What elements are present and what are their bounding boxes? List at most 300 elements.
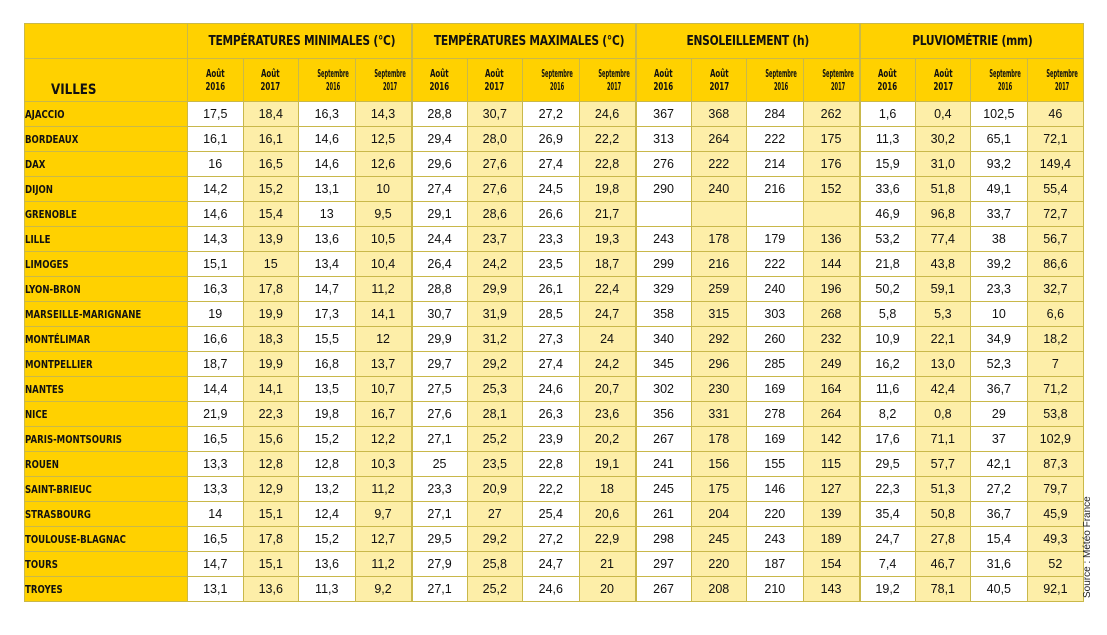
value-cell: 139 (803, 502, 860, 527)
value-cell: 31,9 (467, 302, 523, 327)
table-row (25, 452, 1084, 477)
value-cell: 0,4 (915, 102, 971, 127)
value-cell: 16,3 (299, 102, 356, 127)
value-cell: 78,1 (915, 577, 971, 602)
value-cell: 24,6 (523, 577, 580, 602)
value-cell: 25,2 (467, 577, 523, 602)
city-name: MONTPELLIER (25, 357, 93, 371)
value-cell: 127 (803, 477, 860, 502)
value-cell: 19,8 (299, 402, 356, 427)
value-cell: 17,5 (188, 102, 244, 127)
city-name: MONTÉLIMAR (25, 332, 91, 346)
value-cell: 34,9 (971, 327, 1028, 352)
value-cell: 11,2 (355, 277, 412, 302)
value-cell: 28,6 (467, 202, 523, 227)
value-cell: 154 (803, 552, 860, 577)
value-cell: 15,4 (243, 202, 299, 227)
period-year: 2017 (484, 80, 505, 93)
value-cell: 22,1 (915, 327, 971, 352)
value-cell: 15,6 (243, 427, 299, 452)
period-year: 2016 (326, 80, 341, 93)
period-month: Août (933, 67, 953, 80)
city-cell (25, 177, 188, 202)
period-header (1027, 59, 1084, 102)
value-cell: 149,4 (1027, 152, 1084, 177)
value-cell: 13,7 (355, 352, 412, 377)
value-cell: 175 (803, 127, 860, 152)
value-cell: 87,3 (1027, 452, 1084, 477)
value-cell: 19,1 (579, 452, 636, 477)
value-cell: 143 (803, 577, 860, 602)
value-cell: 22,3 (243, 402, 299, 427)
value-cell: 28,1 (467, 402, 523, 427)
value-cell: 11,6 (860, 377, 916, 402)
value-cell: 115 (803, 452, 860, 477)
value-cell: 49,3 (1027, 527, 1084, 552)
value-cell: 15,2 (299, 527, 356, 552)
value-cell: 11,2 (355, 477, 412, 502)
value-cell: 24,6 (523, 377, 580, 402)
value-cell: 31,0 (915, 152, 971, 177)
value-cell: 259 (691, 277, 747, 302)
table-row (25, 302, 1084, 327)
value-cell: 24 (579, 327, 636, 352)
value-cell: 45,9 (1027, 502, 1084, 527)
value-cell: 22,9 (579, 527, 636, 552)
value-cell (747, 202, 804, 227)
city-cell (25, 127, 188, 152)
value-cell: 31,2 (467, 327, 523, 352)
period-month: Août (878, 67, 897, 80)
value-cell: 27,4 (523, 352, 580, 377)
value-cell: 5,8 (860, 302, 916, 327)
temperature-max-header (412, 24, 636, 59)
value-cell: 10,7 (355, 377, 412, 402)
value-cell: 24,7 (860, 527, 916, 552)
value-cell: 240 (691, 177, 747, 202)
value-cell: 16,5 (188, 427, 244, 452)
value-cell: 12,5 (355, 127, 412, 152)
value-cell: 23,3 (412, 477, 468, 502)
value-cell: 16,7 (355, 402, 412, 427)
value-cell: 315 (691, 302, 747, 327)
city-name: STRASBOURG (25, 507, 91, 521)
city-cell (25, 577, 188, 602)
value-cell: 29,5 (860, 452, 916, 477)
table-row (25, 402, 1084, 427)
value-cell: 22,8 (579, 152, 636, 177)
value-cell: 13,1 (299, 177, 356, 202)
value-cell: 16,5 (188, 527, 244, 552)
value-cell: 340 (636, 327, 692, 352)
value-cell: 10,4 (355, 252, 412, 277)
value-cell: 57,7 (915, 452, 971, 477)
city-name: BORDEAUX (25, 132, 79, 146)
value-cell: 27,5 (412, 377, 468, 402)
value-cell: 216 (747, 177, 804, 202)
value-cell: 208 (691, 577, 747, 602)
value-cell: 19 (188, 302, 244, 327)
value-cell: 292 (691, 327, 747, 352)
value-cell: 36,7 (971, 502, 1028, 527)
value-cell: 16,3 (188, 277, 244, 302)
value-cell: 52,3 (971, 352, 1028, 377)
value-cell: 18,2 (1027, 327, 1084, 352)
value-cell: 261 (636, 502, 692, 527)
city-cell (25, 252, 188, 277)
value-cell: 13,2 (299, 477, 356, 502)
value-cell: 27,6 (412, 402, 468, 427)
value-cell: 156 (691, 452, 747, 477)
value-cell: 22,4 (579, 277, 636, 302)
value-cell: 10 (971, 302, 1028, 327)
value-cell: 27,9 (412, 552, 468, 577)
table-row (25, 527, 1084, 552)
value-cell: 18,7 (188, 352, 244, 377)
period-header (579, 59, 636, 102)
value-cell: 18 (579, 477, 636, 502)
value-cell: 155 (747, 452, 804, 477)
group-header-label: TEMPÉRATURES MINIMALES (°C) (208, 33, 396, 49)
value-cell: 29,2 (467, 527, 523, 552)
value-cell: 15,2 (243, 177, 299, 202)
value-cell: 29,6 (412, 152, 468, 177)
period-header (860, 59, 916, 102)
value-cell: 297 (636, 552, 692, 577)
period-header (299, 59, 356, 102)
value-cell: 313 (636, 127, 692, 152)
value-cell: 27,4 (412, 177, 468, 202)
value-cell: 245 (691, 527, 747, 552)
value-cell: 14,1 (243, 377, 299, 402)
period-month: Août (430, 67, 449, 80)
city-name: MARSEILLE-MARIGNANE (25, 307, 142, 321)
table-row (25, 502, 1084, 527)
value-cell: 50,2 (860, 277, 916, 302)
city-name: TROYES (25, 582, 63, 596)
value-cell: 14,6 (188, 202, 244, 227)
value-cell: 42,4 (915, 377, 971, 402)
value-cell: 298 (636, 527, 692, 552)
value-cell: 17,6 (860, 427, 916, 452)
period-header (691, 59, 747, 102)
value-cell: 12 (355, 327, 412, 352)
value-cell: 268 (803, 302, 860, 327)
value-cell: 36,7 (971, 377, 1028, 402)
table-row (25, 227, 1084, 252)
value-cell: 13,0 (915, 352, 971, 377)
value-cell: 13,3 (188, 452, 244, 477)
value-cell: 32,7 (1027, 277, 1084, 302)
value-cell: 33,6 (860, 177, 916, 202)
value-cell: 43,8 (915, 252, 971, 277)
value-cell: 20,6 (579, 502, 636, 527)
period-year: 2016 (998, 80, 1013, 93)
value-cell: 18,3 (243, 327, 299, 352)
city-name: TOULOUSE-BLAGNAC (25, 532, 126, 546)
value-cell: 11,3 (299, 577, 356, 602)
value-cell: 12,2 (355, 427, 412, 452)
value-cell: 46,7 (915, 552, 971, 577)
value-cell: 35,4 (860, 502, 916, 527)
value-cell: 71,1 (915, 427, 971, 452)
value-cell: 30,7 (412, 302, 468, 327)
value-cell: 72,7 (1027, 202, 1084, 227)
period-year: 2016 (429, 80, 450, 93)
city-cell (25, 227, 188, 252)
value-cell: 7 (1027, 352, 1084, 377)
value-cell: 356 (636, 402, 692, 427)
value-cell: 52 (1027, 552, 1084, 577)
period-month: Août (709, 67, 729, 80)
value-cell: 10,5 (355, 227, 412, 252)
value-cell: 18,7 (579, 252, 636, 277)
city-name: NICE (25, 407, 48, 421)
value-cell: 142 (803, 427, 860, 452)
value-cell: 27,4 (523, 152, 580, 177)
period-month: Septembre (821, 67, 854, 80)
value-cell: 22,8 (523, 452, 580, 477)
value-cell: 102,9 (1027, 427, 1084, 452)
value-cell: 59,1 (915, 277, 971, 302)
value-cell (691, 202, 747, 227)
period-month: Août (654, 67, 673, 80)
value-cell: 27,6 (467, 152, 523, 177)
value-cell: 14,4 (188, 377, 244, 402)
value-cell: 42,1 (971, 452, 1028, 477)
value-cell: 29,7 (412, 352, 468, 377)
value-cell: 296 (691, 352, 747, 377)
value-cell: 20,2 (579, 427, 636, 452)
value-cell: 33,7 (971, 202, 1028, 227)
value-cell: 30,2 (915, 127, 971, 152)
city-cell (25, 277, 188, 302)
value-cell: 9,7 (355, 502, 412, 527)
period-year: 2016 (550, 80, 565, 93)
weather-table (24, 23, 1084, 602)
value-cell: 144 (803, 252, 860, 277)
value-cell: 29,2 (467, 352, 523, 377)
city-cell (25, 527, 188, 552)
value-cell: 16,5 (243, 152, 299, 177)
value-cell (803, 202, 860, 227)
value-cell: 169 (747, 377, 804, 402)
value-cell: 50,8 (915, 502, 971, 527)
value-cell: 230 (691, 377, 747, 402)
value-cell: 175 (691, 477, 747, 502)
period-header (412, 59, 468, 102)
value-cell: 65,1 (971, 127, 1028, 152)
value-cell: 6,6 (1027, 302, 1084, 327)
value-cell: 93,2 (971, 152, 1028, 177)
period-header (523, 59, 580, 102)
value-cell: 232 (803, 327, 860, 352)
value-cell: 25,4 (523, 502, 580, 527)
city-name: NANTES (25, 382, 64, 396)
period-month: Septembre (597, 67, 630, 80)
value-cell: 16,8 (299, 352, 356, 377)
value-cell: 299 (636, 252, 692, 277)
period-month: Septembre (989, 67, 1021, 80)
value-cell: 51,8 (915, 177, 971, 202)
table-row (25, 552, 1084, 577)
value-cell: 220 (747, 502, 804, 527)
period-header (188, 59, 244, 102)
group-header-label: ENSOLEILLEMENT (h) (686, 33, 809, 49)
value-cell: 37 (971, 427, 1028, 452)
group-header-label: TEMPÉRATURES MAXIMALES (°C) (433, 33, 624, 49)
period-header (971, 59, 1028, 102)
value-cell: 29,1 (412, 202, 468, 227)
value-cell: 329 (636, 277, 692, 302)
period-header (355, 59, 412, 102)
value-cell: 345 (636, 352, 692, 377)
value-cell: 302 (636, 377, 692, 402)
value-cell: 5,3 (915, 302, 971, 327)
value-cell: 240 (747, 277, 804, 302)
source-note: Source : Météo France (1082, 496, 1093, 598)
value-cell: 164 (803, 377, 860, 402)
city-cell (25, 502, 188, 527)
value-cell: 11,3 (860, 127, 916, 152)
value-cell: 267 (636, 577, 692, 602)
city-cell (25, 452, 188, 477)
value-cell: 21,7 (579, 202, 636, 227)
value-cell: 25,3 (467, 377, 523, 402)
value-cell: 12,7 (355, 527, 412, 552)
table-row (25, 177, 1084, 202)
value-cell: 28,5 (523, 302, 580, 327)
table-row (25, 102, 1084, 127)
value-cell: 28,8 (412, 102, 468, 127)
value-cell: 22,3 (860, 477, 916, 502)
period-year: 2016 (653, 80, 674, 93)
value-cell: 17,8 (243, 527, 299, 552)
value-cell: 13,6 (299, 227, 356, 252)
value-cell: 22,2 (579, 127, 636, 152)
value-cell: 23,5 (523, 252, 580, 277)
city-name: DIJON (25, 182, 53, 196)
value-cell (636, 202, 692, 227)
city-name: LILLE (25, 232, 51, 246)
period-month: Septembre (1045, 67, 1078, 80)
value-cell: 26,1 (523, 277, 580, 302)
value-cell: 278 (747, 402, 804, 427)
value-cell: 12,6 (355, 152, 412, 177)
group-header-label: PLUVIOMÉTRIE (mm) (911, 33, 1033, 49)
value-cell: 12,8 (299, 452, 356, 477)
value-cell: 29,9 (467, 277, 523, 302)
header-corner (25, 24, 188, 59)
city-cell (25, 352, 188, 377)
period-year: 2016 (205, 80, 226, 93)
table-row (25, 427, 1084, 452)
value-cell: 178 (691, 427, 747, 452)
city-name: SAINT-BRIEUC (25, 482, 92, 496)
value-cell: 20 (579, 577, 636, 602)
value-cell: 14 (188, 502, 244, 527)
value-cell: 24,5 (523, 177, 580, 202)
value-cell: 8,2 (860, 402, 916, 427)
value-cell: 285 (747, 352, 804, 377)
city-name: PARIS-MONTSOURIS (25, 432, 122, 446)
value-cell: 23,3 (523, 227, 580, 252)
period-year: 2017 (1054, 80, 1069, 93)
value-cell: 55,4 (1027, 177, 1084, 202)
value-cell: 12,4 (299, 502, 356, 527)
period-year: 2016 (774, 80, 789, 93)
value-cell: 17,8 (243, 277, 299, 302)
period-year: 2017 (606, 80, 621, 93)
value-cell: 46 (1027, 102, 1084, 127)
value-cell: 24,2 (579, 352, 636, 377)
value-cell: 27,1 (412, 427, 468, 452)
value-cell: 10 (355, 177, 412, 202)
city-name: AJACCIO (25, 107, 65, 121)
value-cell: 56,7 (1027, 227, 1084, 252)
value-cell: 28,0 (467, 127, 523, 152)
value-cell: 13,6 (243, 577, 299, 602)
table-row (25, 377, 1084, 402)
value-cell: 10,9 (860, 327, 916, 352)
value-cell: 243 (636, 227, 692, 252)
value-cell: 290 (636, 177, 692, 202)
value-cell: 27,1 (412, 502, 468, 527)
value-cell: 0,8 (915, 402, 971, 427)
value-cell: 15,1 (188, 252, 244, 277)
period-header (747, 59, 804, 102)
table-container (24, 23, 1078, 617)
value-cell: 13,9 (243, 227, 299, 252)
value-cell: 15,1 (243, 502, 299, 527)
period-month: Août (261, 67, 281, 80)
period-header (467, 59, 523, 102)
value-cell: 264 (691, 127, 747, 152)
value-cell: 29,4 (412, 127, 468, 152)
value-cell: 40,5 (971, 577, 1028, 602)
value-cell: 13 (299, 202, 356, 227)
value-cell: 196 (803, 277, 860, 302)
period-month: Août (205, 67, 225, 80)
value-cell: 17,3 (299, 302, 356, 327)
value-cell: 16,6 (188, 327, 244, 352)
period-month: Septembre (765, 67, 797, 80)
value-cell: 245 (636, 477, 692, 502)
value-cell: 169 (747, 427, 804, 452)
table-row (25, 577, 1084, 602)
value-cell: 222 (747, 127, 804, 152)
value-cell: 27,3 (523, 327, 580, 352)
value-cell: 204 (691, 502, 747, 527)
table-row (25, 252, 1084, 277)
value-cell: 24,7 (523, 552, 580, 577)
value-cell: 25,8 (467, 552, 523, 577)
villes-label: VILLES (51, 82, 97, 98)
period-header (636, 59, 692, 102)
value-cell: 23,7 (467, 227, 523, 252)
value-cell: 249 (803, 352, 860, 377)
period-header (915, 59, 971, 102)
value-cell: 28,8 (412, 277, 468, 302)
value-cell: 18,4 (243, 102, 299, 127)
value-cell: 27,8 (915, 527, 971, 552)
value-cell: 16,1 (243, 127, 299, 152)
value-cell: 16,2 (860, 352, 916, 377)
value-cell: 24,7 (579, 302, 636, 327)
value-cell: 267 (636, 427, 692, 452)
period-header (243, 59, 299, 102)
value-cell: 20,7 (579, 377, 636, 402)
